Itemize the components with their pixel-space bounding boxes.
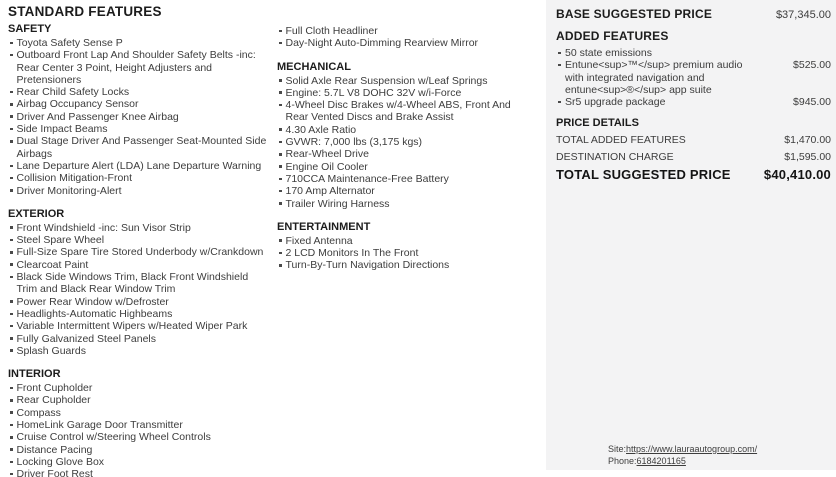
feature-item	[279, 75, 517, 87]
square-bullet-icon	[10, 165, 13, 168]
feature-item	[10, 444, 270, 456]
square-bullet-icon	[10, 349, 13, 352]
total-price-row	[556, 167, 831, 182]
section-mechanical-title: MECHANICAL	[277, 60, 351, 73]
added-feature-text: Entune<sup>™</sup> premium audio with integrated navigation and entune<sup>®</sup> app suite	[565, 59, 743, 96]
feature-item	[10, 246, 270, 258]
square-bullet-icon	[558, 52, 561, 55]
exterior-list	[8, 222, 270, 357]
feature-item-text: 4.30 Axle Ratio	[285, 123, 357, 136]
feature-item-text: Splash Guards	[16, 344, 86, 357]
square-bullet-icon	[279, 202, 282, 205]
dealer-contact-footer	[608, 444, 757, 467]
feature-item-text: Dual Stage Driver And Passenger Seat-Mounted Side Airbags	[16, 135, 267, 160]
feature-item	[10, 222, 270, 234]
base-price-label: BASE SUGGESTED PRICE	[556, 7, 713, 21]
square-bullet-icon	[279, 42, 282, 45]
safety-list	[8, 37, 270, 197]
price-detail-rows	[556, 132, 831, 165]
price-detail-label: TOTAL ADDED FEATURES	[556, 134, 686, 147]
feature-item-text: Lane Departure Alert (LDA) Lane Departure Warning	[16, 159, 262, 172]
feature-item-text: Rear Cupholder	[16, 394, 91, 407]
feature-item-text: Airbag Occupancy Sensor	[16, 98, 139, 111]
total-price-label: TOTAL SUGGESTED PRICE	[556, 167, 731, 183]
price-detail-row	[556, 132, 831, 149]
square-bullet-icon	[279, 91, 282, 94]
feature-item-text: Engine: 5.7L V8 DOHC 32V w/i-Force	[285, 86, 462, 99]
feature-item	[10, 345, 270, 357]
square-bullet-icon	[279, 239, 282, 242]
square-bullet-icon	[10, 300, 13, 303]
feature-item	[10, 37, 270, 49]
feature-item	[10, 49, 270, 86]
square-bullet-icon	[10, 54, 13, 57]
feature-item	[10, 98, 270, 110]
entertainment-list	[277, 235, 517, 272]
feature-item	[10, 259, 270, 271]
feature-item	[279, 25, 517, 37]
price-panel	[546, 0, 836, 470]
feature-item-text: Driver Monitoring-Alert	[16, 184, 122, 197]
added-feature-item	[556, 47, 831, 59]
square-bullet-icon	[10, 91, 13, 94]
square-bullet-icon	[279, 190, 282, 193]
square-bullet-icon	[10, 239, 13, 242]
square-bullet-icon	[279, 264, 282, 267]
added-features-title: ADDED FEATURES	[556, 29, 669, 43]
feature-item-text: Variable Intermittent Wipers w/Heated Wiper Park	[16, 320, 248, 333]
feature-item	[279, 235, 517, 247]
feature-item	[10, 123, 270, 135]
feature-item	[10, 308, 270, 320]
square-bullet-icon	[10, 448, 13, 451]
feature-item-text: Rear-Wheel Drive	[285, 148, 369, 161]
square-bullet-icon	[279, 252, 282, 255]
feature-item-text: Trailer Wiring Harness	[285, 197, 390, 210]
added-feature-item	[556, 96, 831, 108]
feature-item-text: 170 Amp Alternator	[285, 185, 375, 198]
feature-item	[10, 407, 270, 419]
section-safety	[8, 23, 270, 197]
section-exterior	[8, 208, 270, 357]
square-bullet-icon	[10, 276, 13, 279]
square-bullet-icon	[279, 30, 282, 33]
site-label: Site:	[608, 444, 627, 454]
feature-item	[279, 37, 517, 49]
feature-item	[279, 99, 517, 124]
square-bullet-icon	[10, 128, 13, 131]
square-bullet-icon	[10, 436, 13, 439]
feature-item-text: Front Windshield -inc: Sun Visor Strip	[16, 221, 191, 234]
feature-item	[279, 136, 517, 148]
price-details-title: PRICE DETAILS	[556, 117, 639, 130]
feature-item-text: Distance Pacing	[16, 443, 93, 456]
added-feature-price: $945.00	[793, 96, 831, 109]
square-bullet-icon	[10, 424, 13, 427]
feature-item-text: Full-Size Spare Tire Stored Underbody w/Crankdown	[16, 246, 264, 259]
base-price-row	[556, 7, 831, 21]
square-bullet-icon	[10, 387, 13, 390]
feature-item-text: Front Cupholder	[16, 382, 93, 395]
feature-item	[10, 320, 270, 332]
feature-item	[279, 198, 517, 210]
added-features-list	[556, 47, 831, 108]
feature-item-text: Engine Oil Cooler	[285, 160, 368, 173]
feature-item	[10, 431, 270, 443]
feature-item-text: 2 LCD Monitors In The Front	[285, 247, 419, 260]
feature-item	[279, 173, 517, 185]
feature-item	[279, 148, 517, 160]
feature-item-text: Side Impact Beams	[16, 123, 108, 136]
feature-item	[279, 87, 517, 99]
section-entertainment	[277, 221, 517, 272]
feature-item-text: Turn-By-Turn Navigation Directions	[285, 259, 450, 272]
square-bullet-icon	[279, 153, 282, 156]
interior-continued-list	[277, 25, 517, 50]
square-bullet-icon	[279, 128, 282, 131]
section-exterior-title: EXTERIOR	[8, 207, 65, 220]
square-bullet-icon	[558, 101, 561, 104]
feature-item-text: 710CCA Maintenance-Free Battery	[285, 172, 449, 185]
feature-item-text: Driver Foot Rest	[16, 468, 93, 477]
feature-item	[10, 394, 270, 406]
section-entertainment-title: ENTERTAINMENT	[277, 220, 371, 233]
square-bullet-icon	[10, 461, 13, 464]
square-bullet-icon	[10, 115, 13, 118]
feature-item-text: Steel Spare Wheel	[16, 234, 105, 247]
feature-item-text: Full Cloth Headliner	[285, 25, 378, 37]
square-bullet-icon	[279, 141, 282, 144]
feature-item-text: Solid Axle Rear Suspension w/Leaf Springs	[285, 74, 488, 87]
site-link[interactable]: https://www.lauraautogroup.com/	[626, 444, 758, 454]
feature-item	[10, 296, 270, 308]
price-detail-label: DESTINATION CHARGE	[556, 150, 674, 163]
square-bullet-icon	[10, 103, 13, 106]
square-bullet-icon	[558, 64, 561, 67]
features-column-2	[277, 24, 517, 272]
square-bullet-icon	[279, 165, 282, 168]
interior-list	[8, 382, 270, 477]
added-feature-text: Sr5 upgrade package	[565, 96, 666, 109]
base-price-value: $37,345.00	[775, 9, 831, 21]
feature-item	[10, 271, 270, 296]
site-line	[608, 444, 757, 456]
feature-item-text: Clearcoat Paint	[16, 258, 89, 271]
feature-item	[10, 333, 270, 345]
section-mechanical	[277, 61, 517, 210]
feature-item-text: Fully Galvanized Steel Panels	[16, 332, 156, 345]
feature-item-text: Toyota Safety Sense P	[16, 37, 123, 49]
feature-item-text: Day-Night Auto-Dimming Rearview Mirror	[285, 37, 479, 50]
feature-item	[279, 161, 517, 173]
feature-item	[10, 135, 270, 160]
feature-item	[10, 234, 270, 246]
added-feature-text: 50 state emissions	[565, 47, 652, 59]
feature-item-text: Headlights-Automatic Highbeams	[16, 307, 173, 320]
feature-item	[10, 111, 270, 123]
square-bullet-icon	[10, 399, 13, 402]
feature-item-text: 4-Wheel Disc Brakes w/4-Wheel ABS, Front And Rear Vented Discs and Brake Assist	[285, 99, 511, 124]
square-bullet-icon	[279, 79, 282, 82]
section-interior-title: INTERIOR	[8, 368, 61, 381]
section-interior	[8, 368, 270, 477]
feature-item	[10, 382, 270, 394]
feature-item-text: Rear Child Safety Locks	[16, 86, 130, 99]
section-safety-title: SAFETY	[8, 23, 52, 35]
square-bullet-icon	[10, 325, 13, 328]
feature-item-text: Driver And Passenger Knee Airbag	[16, 110, 179, 123]
price-detail-value: $1,595.00	[784, 150, 831, 163]
price-detail-value: $1,470.00	[784, 134, 831, 147]
feature-item-text: Black Side Windows Trim, Black Front Windshield Trim and Black Rear Window Trim	[16, 271, 249, 296]
square-bullet-icon	[10, 140, 13, 143]
feature-item	[10, 456, 270, 468]
feature-item	[279, 124, 517, 136]
phone-link[interactable]: 6184201165	[636, 455, 686, 466]
price-detail-row	[556, 149, 831, 166]
feature-item	[10, 160, 270, 172]
mechanical-list	[277, 75, 517, 210]
square-bullet-icon	[10, 226, 13, 229]
square-bullet-icon	[10, 337, 13, 340]
feature-item	[279, 185, 517, 197]
feature-item-text: HomeLink Garage Door Transmitter	[16, 419, 183, 432]
feature-item	[279, 247, 517, 259]
feature-item-text: Fixed Antenna	[285, 234, 353, 247]
square-bullet-icon	[10, 263, 13, 266]
square-bullet-icon	[10, 251, 13, 254]
added-feature-item	[556, 59, 831, 96]
feature-item	[10, 185, 270, 197]
total-price-value: $40,410.00	[763, 167, 831, 183]
square-bullet-icon	[10, 42, 13, 45]
square-bullet-icon	[10, 177, 13, 180]
feature-item-text: GVWR: 7,000 lbs (3,175 kgs)	[285, 136, 423, 149]
added-feature-price: $525.00	[793, 59, 831, 72]
feature-item	[10, 468, 270, 477]
feature-item	[10, 419, 270, 431]
feature-item-text: Collision Mitigation-Front	[16, 172, 133, 185]
square-bullet-icon	[10, 411, 13, 414]
phone-label: Phone:	[608, 455, 637, 466]
square-bullet-icon	[279, 104, 282, 107]
feature-item-text: Locking Glove Box	[16, 455, 105, 468]
square-bullet-icon	[10, 313, 13, 316]
features-column-1	[8, 4, 270, 477]
square-bullet-icon	[10, 189, 13, 192]
feature-item-text: Outboard Front Lap And Shoulder Safety Belts -inc: Rear Center 3 Point, Height Adjusters and Pretensioners	[16, 49, 256, 86]
feature-item-text: Compass	[16, 406, 61, 419]
standard-features-title: STANDARD FEATURES	[8, 4, 162, 19]
feature-item	[10, 86, 270, 98]
feature-item-text: Power Rear Window w/Defroster	[16, 295, 169, 308]
square-bullet-icon	[279, 178, 282, 181]
feature-item	[10, 172, 270, 184]
feature-item-text: Cruise Control w/Steering Wheel Controls	[16, 431, 211, 444]
phone-line	[608, 456, 757, 468]
square-bullet-icon	[10, 473, 13, 476]
feature-item	[279, 259, 517, 271]
